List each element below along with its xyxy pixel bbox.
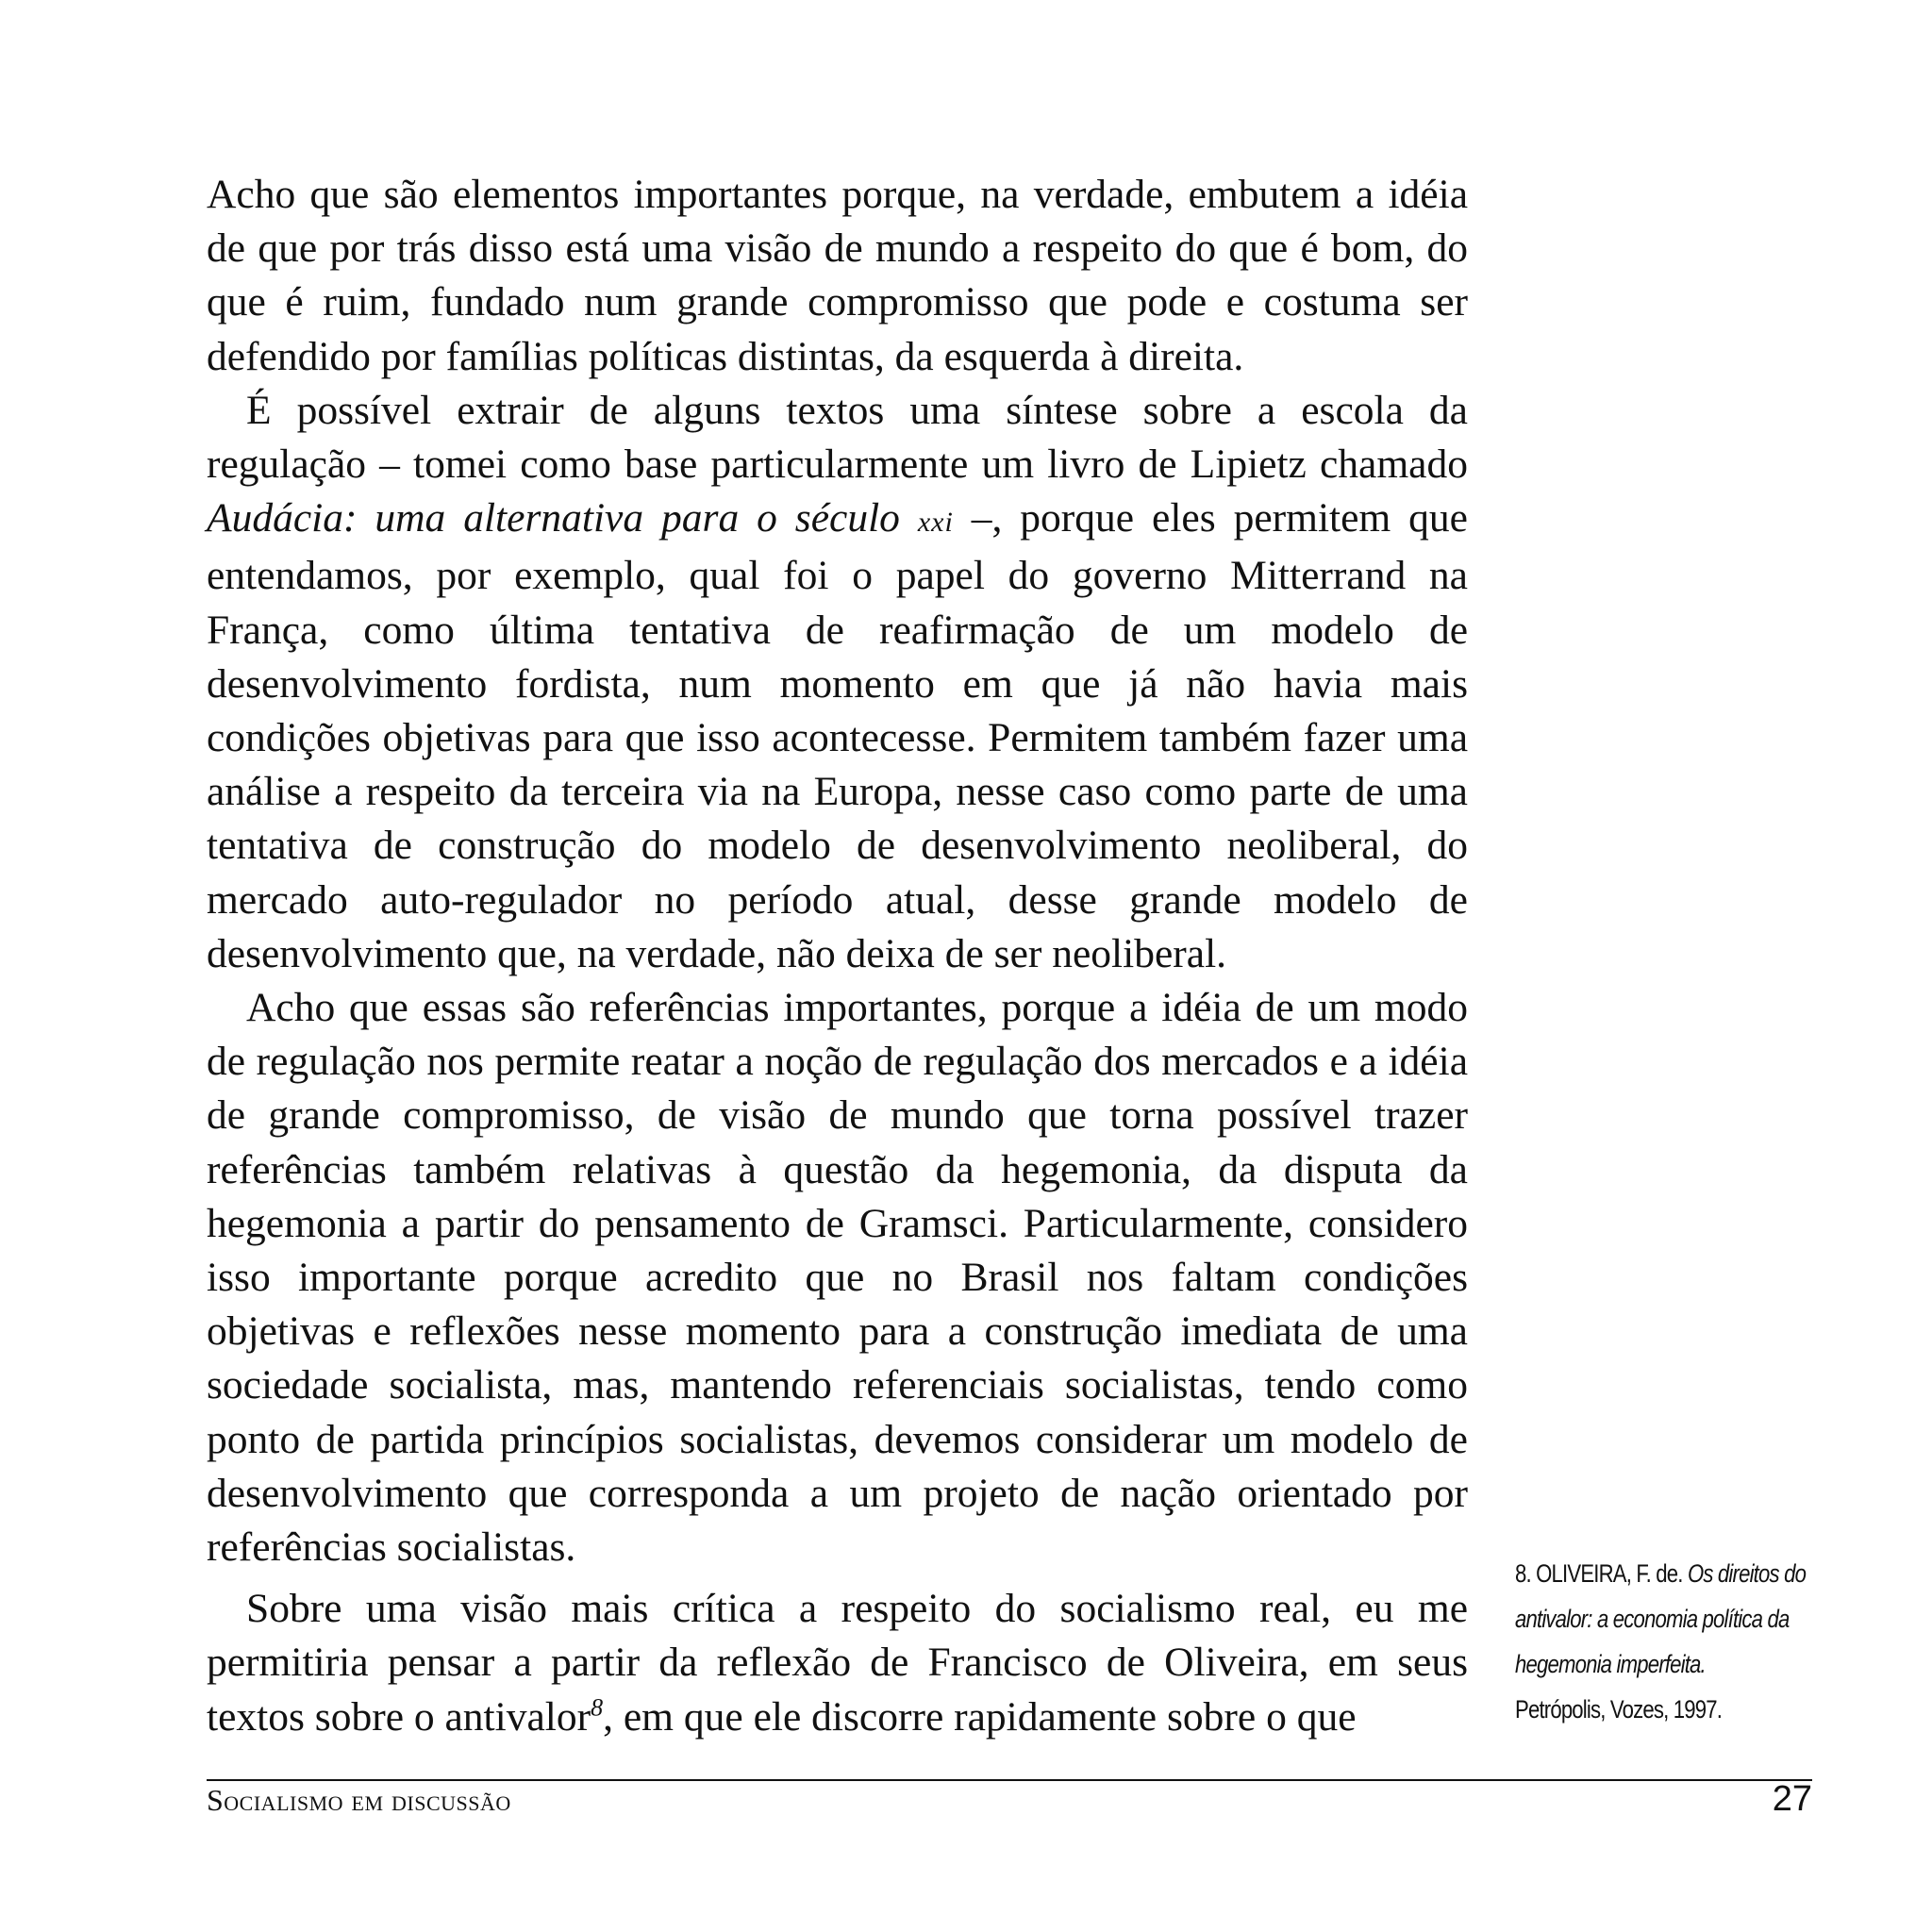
footnote-reference-8[interactable]: 8 bbox=[591, 1693, 604, 1722]
paragraph-4-text-end: , em que ele discorre rapidamente sobre o que bbox=[603, 1693, 1357, 1740]
paragraph-2-text-start: É possível extrair de alguns textos uma síntese sobre a escola da regulação – tomei como base particularmente um livro de Lipietz chamado bbox=[207, 387, 1468, 488]
footnote-title-part-3: hegemonia imperfeita. bbox=[1515, 1650, 1706, 1678]
margin-footnote-8 bbox=[1515, 1551, 1807, 1732]
book-title bbox=[207, 495, 954, 541]
footnote-citation-prefix: 8. OLIVEIRA, F. de. bbox=[1515, 1559, 1688, 1588]
main-text-column bbox=[207, 168, 1468, 1744]
running-head: Socialismo em discussão bbox=[207, 1783, 511, 1817]
paragraph-1-text: Acho que são elementos importantes porque, na verdade, embutem a idéia de que por trás disso está uma visão de mundo a respeito do que é bom, do que é ruim, fundado num grande compromisso que pode e costuma ser defendido por famílias políticas distintas, da esquerda à direita. bbox=[207, 172, 1468, 379]
footer-rule bbox=[207, 1779, 1812, 1781]
paragraph-3-text: Acho que essas são referências importantes, porque a idéia de um modo de regulação nos permite reatar a noção de regulação dos mercados e a idéia de grande compromisso, de visão de mundo que torna possível trazer referências também relativas à questão da hegemonia, da disputa da hegemonia a partir do pensamento de Gramsci. Particularmente, considero isso importante porque acredito que no Brasil nos faltam condições objetivas e reflexões nesse momento para a construção imediata de uma sociedade socialista, mas, mantendo referenciais socialistas, tendo como ponto de partida princípios socialistas, devemos considerar um modelo de desenvolvimento que corresponda a um projeto de nação orientado por referências socialistas. bbox=[207, 985, 1468, 1571]
book-title-text: Audácia: uma alternativa para o século bbox=[207, 495, 918, 541]
footnote-title-part-1: Os direitos do bbox=[1687, 1559, 1807, 1588]
book-title-century: xxi bbox=[917, 507, 954, 539]
paragraph-1 bbox=[207, 168, 1468, 384]
paragraph-2-text-end: –, porque eles permitem que entendamos, por exemplo, qual foi o papel do governo Mitterrand na França, como última tentativa de reafirmação de um modelo de desenvolvimento fordista, num momento em que já não havia mais condições objetivas para que isso acontecesse. Permitem também fazer uma análise a respeito da terceira via na Europa, nesse caso como parte de uma tentativa de construção do modelo de desenvolvimento neoliberal, do mercado auto-regulador no período atual, desse grande modelo de desenvolvimento que, na verdade, não deixa de ser neoliberal. bbox=[207, 495, 1468, 976]
paragraph-3 bbox=[207, 981, 1468, 1574]
page-number: 27 bbox=[1772, 1779, 1812, 1819]
paragraph-4-text-start: Sobre uma visão mais crítica a respeito do socialismo real, eu me permitiria pensar a partir da reflexão de Francisco de Oliveira, em seus textos sobre o antivalor bbox=[207, 1586, 1468, 1740]
footnote-publisher: Petrópolis, Vozes, 1997. bbox=[1515, 1695, 1723, 1724]
paragraph-4 bbox=[207, 1582, 1468, 1744]
paragraph-2 bbox=[207, 384, 1468, 981]
footnote-line-1 bbox=[1515, 1551, 1807, 1596]
footnote-title-part-2: antivalor: a economia política da bbox=[1515, 1605, 1790, 1633]
